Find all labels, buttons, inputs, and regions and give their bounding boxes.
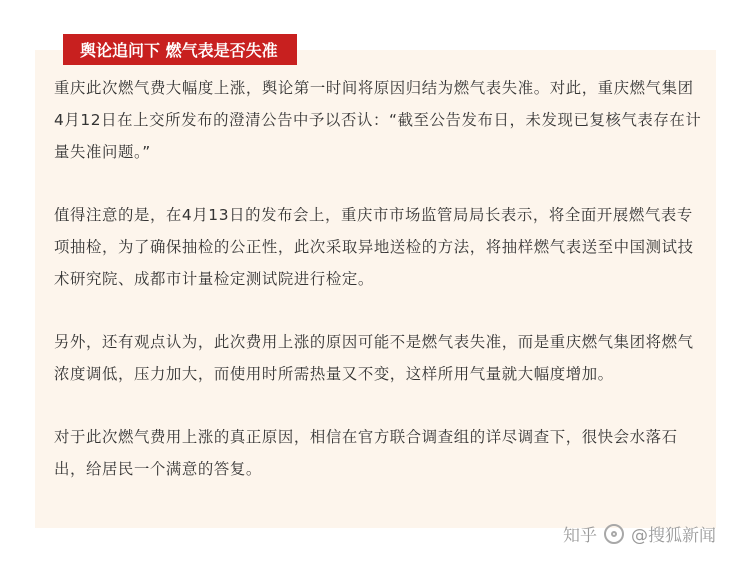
weibo-icon bbox=[604, 524, 624, 544]
paragraph-3: 另外，还有观点认为，此次费用上涨的原因可能不是燃气表失准，而是重庆燃气集团将燃气浓度调低，压力加大，而使用时所需热量又不变，这样所用气量就大幅度增加。 bbox=[54, 333, 694, 383]
section-title-bar bbox=[63, 34, 297, 65]
paragraph-4: 对于此次燃气费用上涨的真正原因，相信在官方联合调查组的详尽调查下，很快会水落石出，给居民一个满意的答复。 bbox=[54, 428, 678, 478]
article-body bbox=[54, 72, 702, 516]
paragraph-1: 重庆此次燃气费大幅度上涨，舆论第一时间将原因归结为燃气表失准。对此，重庆燃气集团4月12日在上交所发布的澄清公告中予以否认：“截至公告发布日，未发现已复核气表存在计量失准问题。” bbox=[54, 79, 702, 161]
watermark bbox=[563, 521, 716, 546]
sohu-watermark: @搜狐新闻 bbox=[631, 526, 716, 546]
paragraph-2: 值得注意的是，在4月13日的发布会上，重庆市市场监管局局长表示，将全面开展燃气表专项抽检，为了确保抽检的公正性，此次采取异地送检的方法，将抽样燃气表送至中国测试技术研究院、成都市计量检定测试院进行检定。 bbox=[54, 206, 694, 288]
section-title: 舆论追问下 燃气表是否失准 bbox=[80, 41, 278, 60]
zhihu-watermark: 知乎 bbox=[563, 526, 597, 546]
